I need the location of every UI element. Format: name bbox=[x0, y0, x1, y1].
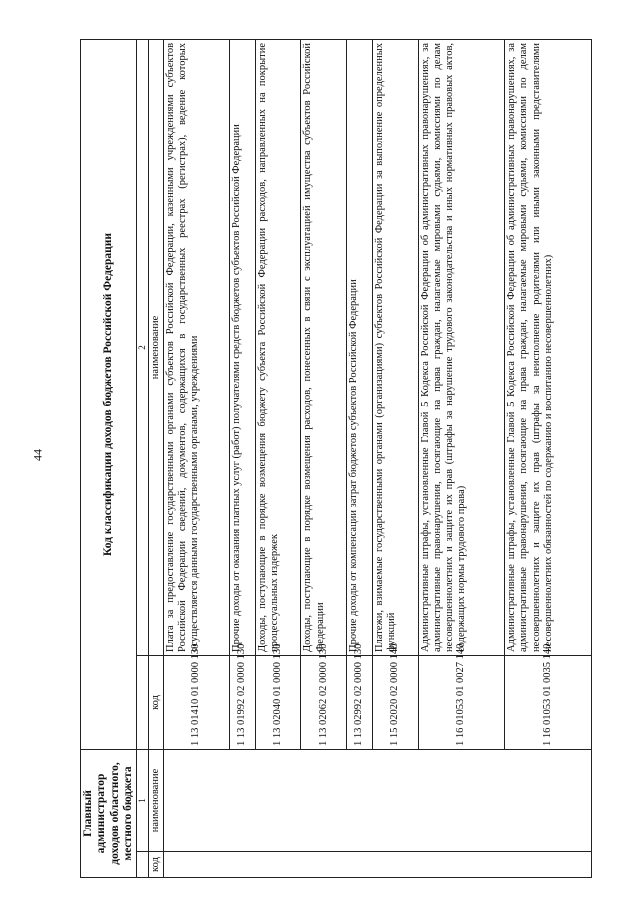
rotated-page-content bbox=[80, 40, 592, 878]
classification-name: Прочие доходы от оказания платных услуг (работ) получателями средств бюджетов субъектов Российской Федерации bbox=[230, 39, 255, 655]
classification-code: 1 13 01992 02 0000 130 bbox=[230, 655, 255, 749]
classification-name: Плата за предоставление государственными органами субъектов Российской Федерации, казенными учреждениями субъектов Российской Федерации сведений, документов, содержащихся в государственных реестрах (регистрах), ведение которых осуществляется данными государственными органами, учреждениями bbox=[163, 39, 229, 655]
revenue-classification-table bbox=[80, 39, 592, 878]
classification-code: 1 13 01410 01 0000 130 bbox=[163, 655, 229, 749]
classification-name: Прочие доходы от компенсации затрат бюджетов субъектов Российской Федерации bbox=[347, 39, 372, 655]
index-col-2: 2 bbox=[137, 39, 148, 655]
classification-code: 1 13 02992 02 0000 130 bbox=[347, 655, 372, 749]
index-col-1: 1 bbox=[137, 749, 148, 851]
header-admin: Главный администратор доходов областного, местного бюджета bbox=[81, 749, 137, 877]
admin-name-cell bbox=[163, 749, 591, 851]
subheader-admin-name: наименование bbox=[148, 749, 163, 851]
classification-name: Доходы, поступающие в порядке возмещения бюджету субъекта Российской Федерации расходов, направленных на покрытие процессуальных издержек bbox=[255, 39, 301, 655]
page-number: 44 bbox=[30, 449, 45, 461]
index-empty bbox=[137, 655, 148, 749]
classification-code: 1 15 02020 02 0000 140 bbox=[372, 655, 418, 749]
table-row bbox=[163, 39, 229, 877]
classification-code: 1 16 01053 01 0027 140 bbox=[418, 655, 505, 749]
classification-code: 1 13 02062 02 0000 130 bbox=[301, 655, 347, 749]
subheader-class-name: наименование bbox=[148, 39, 163, 655]
header-classification: Код классификации доходов бюджетов Российской Федерации bbox=[81, 39, 137, 749]
index-empty bbox=[137, 852, 148, 878]
classification-name: Административные штрафы, установленные Главой 5 Кодекса Российской Федерации об административных правонарушениях, за административные правонарушения, посягающие на права граждан, налагаемые мировыми судьями, комиссиями по делам несовершеннолетних и защите их прав (штрафы за неисполнение родителями или иными законными представителями несовершеннолетних обязанностей по содержанию и воспитанию несовершеннолетних) bbox=[505, 39, 592, 655]
classification-name: Доходы, поступающие в порядке возмещения расходов, понесенных в связи с эксплуатацией имущества субъектов Российской Федерации bbox=[301, 39, 347, 655]
admin-code-cell bbox=[163, 852, 591, 878]
classification-code: 1 16 01053 01 0035 140 bbox=[505, 655, 592, 749]
subheader-admin-code: код bbox=[148, 852, 163, 878]
classification-code: 1 13 02040 01 0000 130 bbox=[255, 655, 301, 749]
classification-name: Платежи, взимаемые государственными органами (организациями) субъектов Российской Федерации за выполнение определенных функций bbox=[372, 39, 418, 655]
classification-name: Административные штрафы, установленные Главой 5 Кодекса Российской Федерации об административных правонарушениях, за административные правонарушения, посягающие на права граждан, налагаемые мировыми судьями, комиссиями по делам несовершеннолетних и защите их прав (штрафы за нарушение трудового законодательства и иных нормативных правовых актов, содержащих нормы трудового права) bbox=[418, 39, 505, 655]
subheader-class-code: код bbox=[148, 655, 163, 749]
